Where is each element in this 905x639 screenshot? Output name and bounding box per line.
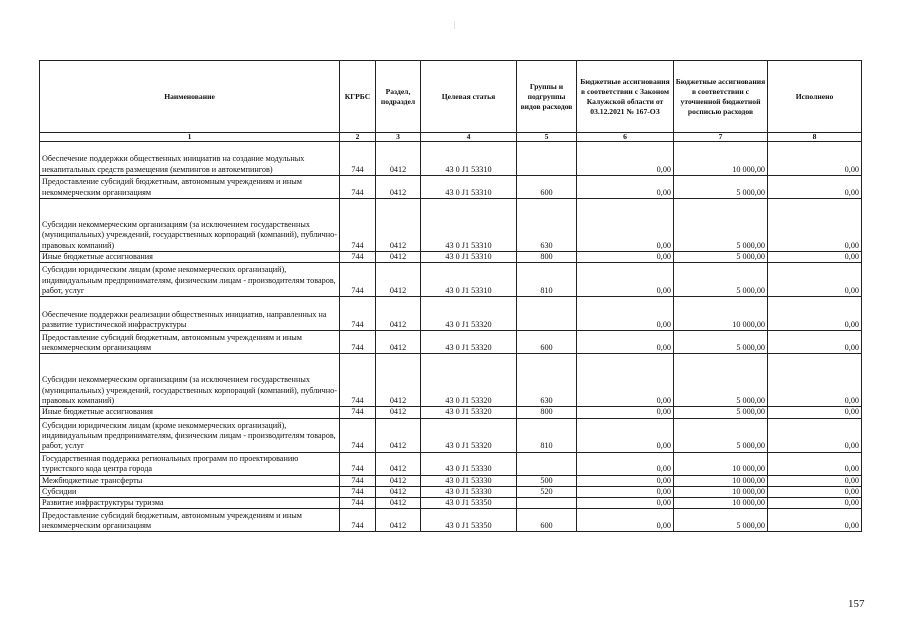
row-budget: 5 000,00 [674,331,768,354]
row-done: 0,00 [768,199,862,252]
row-razdel: 0412 [376,407,421,418]
row-kgrbs: 744 [340,252,376,263]
row-vid: 600 [517,331,577,354]
page-tick-mark: | [454,20,456,29]
row-kgrbs: 744 [340,354,376,407]
row-law: 0,00 [577,331,674,354]
row-budget: 10 000,00 [674,297,768,331]
row-kgrbs: 744 [340,331,376,354]
row-name: Иные бюджетные ассигнования [40,407,340,418]
row-statya: 43 0 J1 53320 [421,407,517,418]
row-budget: 10 000,00 [674,452,768,475]
row-budget: 5 000,00 [674,263,768,297]
table-row [40,486,862,497]
row-done: 0,00 [768,407,862,418]
row-razdel: 0412 [376,176,421,199]
col-header-budget: Бюджетные ассигнования в соответствии с уточненной бюджетной росписью расходов [674,61,768,133]
row-name: Государственная поддержка региональных программ по проектированию туристского кода центра города [40,452,340,475]
row-name: Субсидии некоммерческим организациям (за исключением государственных (муниципальных) учреждений, государственных корпораций (компаний), публично-правовых компаний) [40,354,340,407]
row-razdel: 0412 [376,418,421,452]
row-budget: 5 000,00 [674,509,768,532]
row-statya: 43 0 J1 53350 [421,509,517,532]
row-razdel: 0412 [376,509,421,532]
row-name: Иные бюджетные ассигнования [40,252,340,263]
row-done: 0,00 [768,263,862,297]
row-law: 0,00 [577,354,674,407]
row-statya: 43 0 J1 53330 [421,475,517,486]
row-done: 0,00 [768,252,862,263]
row-vid: 800 [517,407,577,418]
row-budget: 5 000,00 [674,199,768,252]
row-razdel: 0412 [376,263,421,297]
table-row [40,452,862,475]
row-razdel: 0412 [376,452,421,475]
budget-table [39,60,862,532]
row-kgrbs: 744 [340,176,376,199]
row-razdel: 0412 [376,486,421,497]
col-number: 6 [577,133,674,142]
row-vid [517,498,577,509]
row-razdel: 0412 [376,354,421,407]
row-law: 0,00 [577,297,674,331]
row-done: 0,00 [768,475,862,486]
row-statya: 43 0 J1 53320 [421,418,517,452]
row-law: 0,00 [577,452,674,475]
row-law: 0,00 [577,142,674,176]
row-done: 0,00 [768,142,862,176]
col-number: 8 [768,133,862,142]
row-kgrbs: 744 [340,498,376,509]
row-law: 0,00 [577,263,674,297]
col-header-done: Исполнено [768,61,862,133]
col-header-statya: Целевая статья [421,61,517,133]
col-number: 7 [674,133,768,142]
row-name: Обеспечение поддержки общественных инициатив на создание модульных некапитальных средств размещения (кемпингов и автокемпингов) [40,142,340,176]
row-budget: 5 000,00 [674,407,768,418]
col-number: 5 [517,133,577,142]
table-row [40,509,862,532]
row-vid: 520 [517,486,577,497]
col-header-kgrbs: КГРБС [340,61,376,133]
row-vid [517,452,577,475]
table-header-row [40,61,862,133]
page-number: 157 [848,598,865,610]
row-kgrbs: 744 [340,297,376,331]
row-razdel: 0412 [376,297,421,331]
row-kgrbs: 744 [340,407,376,418]
table-row [40,252,862,263]
row-budget: 5 000,00 [674,252,768,263]
row-law: 0,00 [577,498,674,509]
row-statya: 43 0 J1 53320 [421,331,517,354]
row-statya: 43 0 J1 53310 [421,252,517,263]
row-done: 0,00 [768,354,862,407]
row-vid: 600 [517,176,577,199]
col-header-razdel: Раздел, подраздел [376,61,421,133]
row-budget: 10 000,00 [674,486,768,497]
table-row [40,297,862,331]
row-name: Субсидии юридическим лицам (кроме некоммерческих организаций), индивидуальным предпринимателям, физическим лицам - производителям товаров, работ, услуг [40,263,340,297]
row-razdel: 0412 [376,498,421,509]
row-statya: 43 0 J1 53320 [421,297,517,331]
row-name: Развитие инфраструктуры туризма [40,498,340,509]
row-vid: 600 [517,509,577,532]
col-number: 3 [376,133,421,142]
row-done: 0,00 [768,509,862,532]
row-done: 0,00 [768,297,862,331]
table-row [40,418,862,452]
row-kgrbs: 744 [340,199,376,252]
row-razdel: 0412 [376,475,421,486]
row-done: 0,00 [768,498,862,509]
row-done: 0,00 [768,486,862,497]
row-statya: 43 0 J1 53320 [421,354,517,407]
row-statya: 43 0 J1 53310 [421,176,517,199]
row-kgrbs: 744 [340,475,376,486]
row-budget: 10 000,00 [674,142,768,176]
row-name: Предоставление субсидий бюджетным, автономным учреждениям и иным некоммерческим организациям [40,509,340,532]
col-header-name: Наименование [40,61,340,133]
table-row [40,142,862,176]
row-kgrbs: 744 [340,452,376,475]
row-vid: 500 [517,475,577,486]
row-vid [517,142,577,176]
col-header-law: Бюджетные ассигнования в соответствии с Законом Калужской области от 03.12.2021 № 167-ОЗ [577,61,674,133]
row-done: 0,00 [768,452,862,475]
row-budget: 10 000,00 [674,498,768,509]
row-name: Субсидии [40,486,340,497]
row-law: 0,00 [577,509,674,532]
row-budget: 5 000,00 [674,418,768,452]
row-statya: 43 0 J1 53330 [421,486,517,497]
row-razdel: 0412 [376,331,421,354]
row-razdel: 0412 [376,252,421,263]
row-law: 0,00 [577,199,674,252]
row-statya: 43 0 J1 53310 [421,142,517,176]
table-row [40,199,862,252]
row-vid: 810 [517,418,577,452]
row-done: 0,00 [768,176,862,199]
row-statya: 43 0 J1 53310 [421,199,517,252]
row-budget: 10 000,00 [674,475,768,486]
table-row [40,263,862,297]
row-razdel: 0412 [376,199,421,252]
row-statya: 43 0 J1 53330 [421,452,517,475]
row-kgrbs: 744 [340,418,376,452]
column-number-row [40,133,862,142]
row-law: 0,00 [577,486,674,497]
row-vid [517,297,577,331]
row-name: Предоставление субсидий бюджетным, автономным учреждениям и иным некоммерческим организациям [40,331,340,354]
table-row [40,475,862,486]
row-done: 0,00 [768,331,862,354]
row-done: 0,00 [768,418,862,452]
row-kgrbs: 744 [340,142,376,176]
row-law: 0,00 [577,418,674,452]
row-statya: 43 0 J1 53310 [421,263,517,297]
row-name: Субсидии некоммерческим организациям (за исключением государственных (муниципальных) учреждений, государственных корпораций (компаний), публично-правовых компаний) [40,199,340,252]
row-name: Межбюджетные трансферты [40,475,340,486]
table-row [40,354,862,407]
table-row [40,176,862,199]
row-razdel: 0412 [376,142,421,176]
row-name: Субсидии юридическим лицам (кроме некоммерческих организаций), индивидуальным предпринимателям, физическим лицам - производителям товаров, работ, услуг [40,418,340,452]
row-vid: 630 [517,199,577,252]
row-kgrbs: 744 [340,509,376,532]
row-vid: 810 [517,263,577,297]
row-kgrbs: 744 [340,263,376,297]
row-budget: 5 000,00 [674,354,768,407]
table-row [40,498,862,509]
table-row [40,331,862,354]
row-law: 0,00 [577,252,674,263]
row-law: 0,00 [577,407,674,418]
row-statya: 43 0 J1 53350 [421,498,517,509]
col-number: 1 [40,133,340,142]
row-name: Предоставление субсидий бюджетным, автономным учреждениям и иным некоммерческим организациям [40,176,340,199]
table-row [40,407,862,418]
row-kgrbs: 744 [340,486,376,497]
row-name: Обеспечение поддержки реализации общественных инициатив, направленных на развитие туристической инфраструктуры [40,297,340,331]
row-law: 0,00 [577,176,674,199]
row-vid: 630 [517,354,577,407]
col-number: 2 [340,133,376,142]
row-budget: 5 000,00 [674,176,768,199]
row-law: 0,00 [577,475,674,486]
col-header-vid: Группы и подгруппы видов расходов [517,61,577,133]
row-vid: 800 [517,252,577,263]
col-number: 4 [421,133,517,142]
